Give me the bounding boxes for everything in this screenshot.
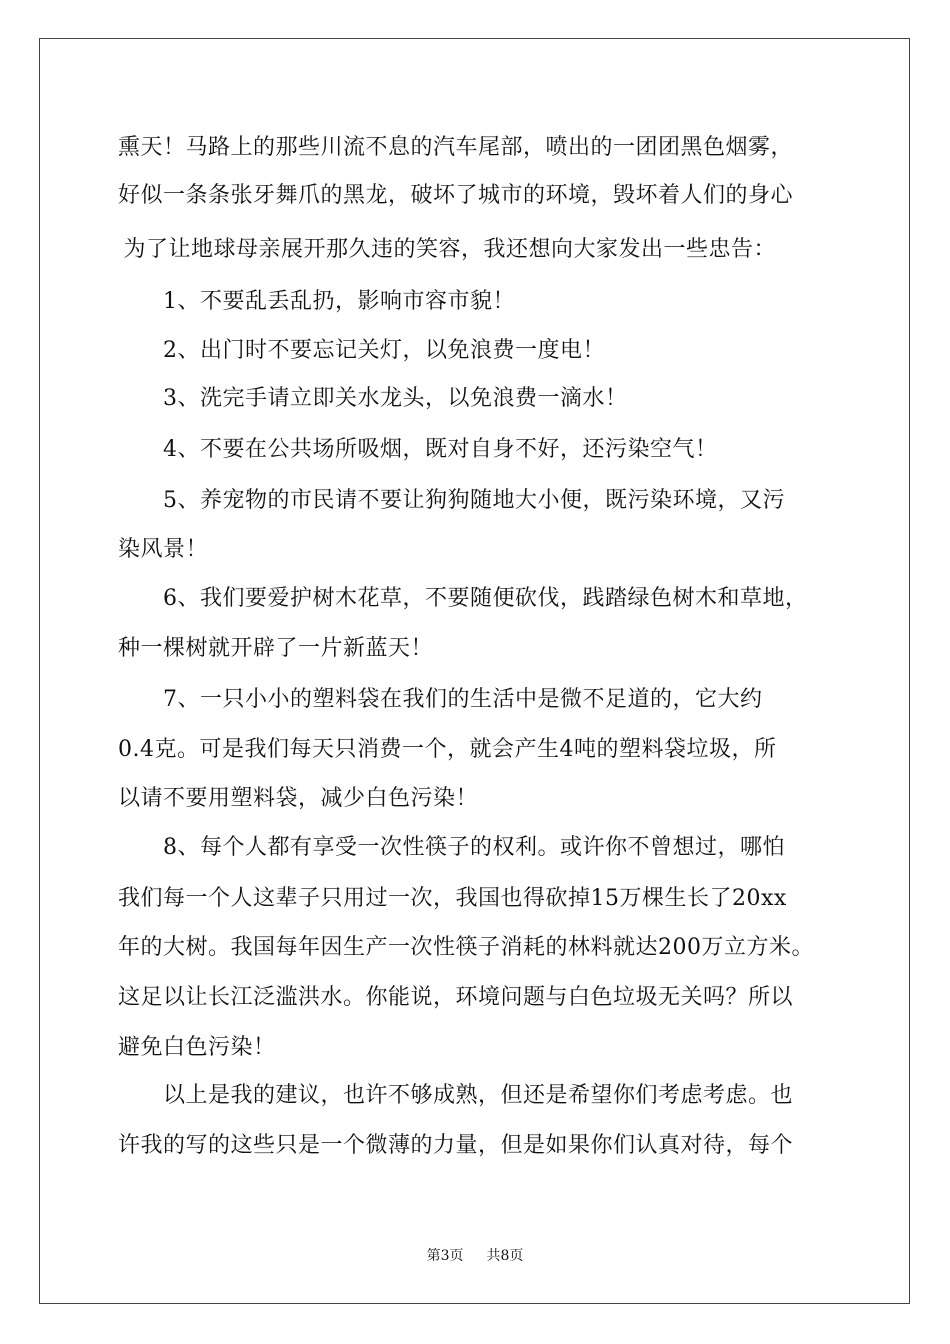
list-item-8: 8、每个人都有享受一次性筷子的权利。或许你不曾想过，哪怕 <box>163 835 785 860</box>
text-line: 染风景！ <box>118 537 209 562</box>
page-border <box>39 38 910 1304</box>
text-line: 0.4克。可是我们每天只消费一个，就会产生4吨的塑料袋垃圾，所 <box>118 737 777 762</box>
text-line: 避免白色污染！ <box>118 1035 276 1060</box>
list-item-5: 5、养宠物的市民请不要让狗狗随地大小便，既污染环境，又污 <box>163 488 785 513</box>
text-line: 种一棵树就开辟了一片新蓝天！ <box>118 636 434 661</box>
text-line: 为了让地球母亲展开那久违的笑容，我还想向大家发出一些忠告： <box>116 237 776 262</box>
list-item-2: 2、出门时不要忘记关灯，以免浪费一度电！ <box>163 338 605 363</box>
list-item-3: 3、洗完手请立即关水龙头，以免浪费一滴水！ <box>163 386 628 411</box>
text-line: 好似一条条张牙舞爪的黑龙，破坏了城市的环境，毁坏着人们的身心 <box>118 183 794 208</box>
list-item-7: 7、一只小小的塑料袋在我们的生活中是微不足道的，它大约 <box>163 687 763 712</box>
page-total: 共8页 <box>486 1248 524 1264</box>
list-item-6: 6、我们要爱护树木花草，不要随便砍伐，践踏绿色树木和草地， <box>163 586 808 611</box>
text-line: 熏天！马路上的那些川流不息的汽车尾部，喷出的一团团黑色烟雾， <box>118 135 794 160</box>
text-line: 以请不要用塑料袋，减少白色污染！ <box>118 786 479 811</box>
page-footer <box>0 1247 950 1265</box>
closing-paragraph: 以上是我的建议，也许不够成熟，但还是希望你们考虑考虑。也 <box>163 1083 794 1108</box>
page-number: 第3页 <box>426 1248 464 1264</box>
text-line: 我们每一个人这辈子只用过一次，我国也得砍掉15万棵生长了20xx <box>118 886 787 911</box>
text-line: 许我的写的这些只是一个微薄的力量，但是如果你们认真对待，每个 <box>118 1133 794 1158</box>
list-item-4: 4、不要在公共场所吸烟，既对自身不好，还污染空气！ <box>163 437 718 462</box>
text-line: 年的大树。我国每年因生产一次性筷子消耗的林料就达200万立方米。 <box>118 935 814 960</box>
list-item-1: 1、不要乱丢乱扔，影响市容市貌！ <box>163 289 515 314</box>
text-line: 这足以让长江泛滥洪水。你能说，环境问题与白色垃圾无关吗？所以 <box>118 985 794 1010</box>
